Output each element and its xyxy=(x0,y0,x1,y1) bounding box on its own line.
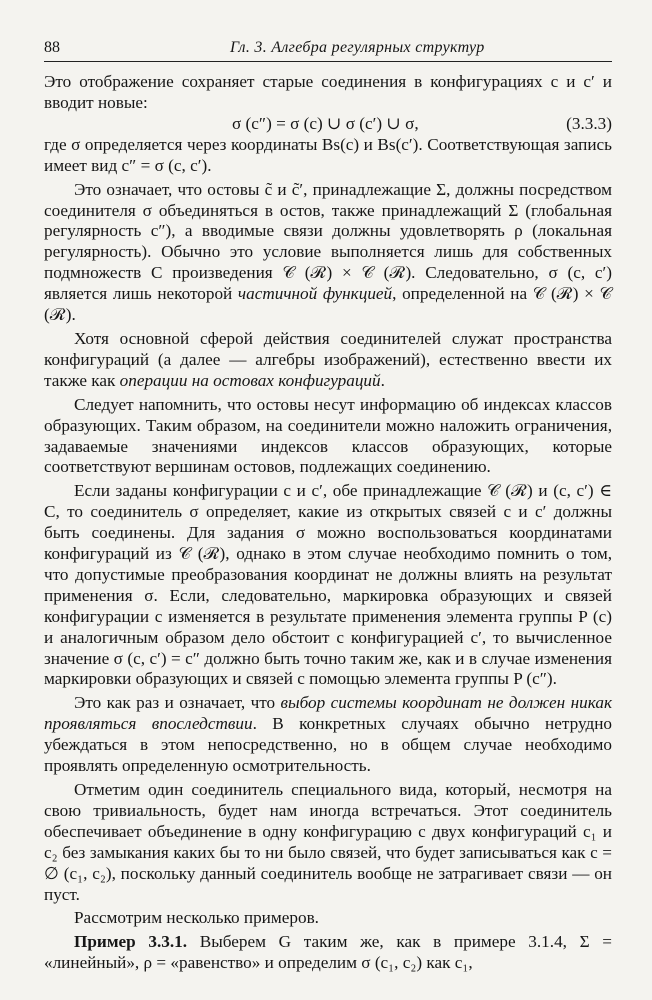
page-body xyxy=(44,72,612,974)
paragraph-5: Если заданы конфигурации c и c′, обе принадлежащие 𝒞 (ℛ) и (c, c′) ∈ C, то соединитель σ определяет, какие из открытых связей c и c′ должны быть соединены. Для задания σ можно воспользоваться координатами конфигураций из 𝒞 (ℛ), однако в этом случае необходимо помнить о том, что допустимые преобразования координат не должны влиять на результат применения σ. Если, следовательно, маркировка образующих и связей конфигурации c изменяется в результате применения элемента группы P (c) и аналогичным образом дело обстоит с конфигурацией c′, то вычисленное значение σ (c, c′) = c″ должно быть точно таким же, как и в случае изменения маркировки образующих и связей с помощью элемента группы P (c″). xyxy=(44,481,612,689)
paragraph-6 xyxy=(44,693,612,777)
p2-end: , определенной на 𝒞 (ℛ) × 𝒞 (ℛ). xyxy=(44,284,612,325)
paragraph-8: Рассмотрим несколько примеров. xyxy=(74,908,319,928)
p3-end: . xyxy=(380,370,385,390)
equation-formula: σ (c″) = σ (c) ∪ σ (c′) ∪ σ, xyxy=(232,113,419,133)
paragraph-9 xyxy=(44,932,612,974)
example-label: Пример 3.3.1. xyxy=(74,932,188,952)
p3-emphasis: операции на остовах конфигураций xyxy=(119,370,381,390)
equation-3-3-3 xyxy=(44,114,612,135)
paragraph-1: Это отображение сохраняет старые соединения в конфигурациях c и c′ и вводит новые: xyxy=(44,72,612,112)
p6-end: . В конкретных случаях обычно нетрудно убеждаться в этом непосредственно, но в общем случае необходимо проявлять определенную осмотрительность. xyxy=(44,714,613,776)
p6-emphasis: выбор системы координат не должен никак проявляться впоследствии xyxy=(44,693,612,734)
running-title: Гл. 3. Алгебра регулярных структур xyxy=(230,39,485,56)
p3-text: Хотя основной сферой действия соединителей служат пространства конфигураций (а далее — алгебры изображений), естественно ввести их также как xyxy=(44,328,612,390)
p2-emphasis: частичной функцией xyxy=(237,284,393,304)
paragraph-2 xyxy=(44,180,612,326)
equation-number: (3.3.3) xyxy=(566,113,612,133)
running-header xyxy=(44,37,612,62)
p9-text: Выберем G таким же, как в примере 3.1.4, Σ = «линейный», ρ = «равенство» и определим σ (c₁, c₂) как c₁, xyxy=(44,932,612,973)
paragraph-4: Следует напомнить, что остовы несут информацию об индексах классов образующих. Таким образом, на соединители можно наложить ограничения, задаваемые значениями индексов классов образующих, которые соответствуют вершинам остовов, подлежащих соединению. xyxy=(44,394,612,477)
p6-text: Это как раз и означает, что xyxy=(74,693,276,713)
paragraph-3 xyxy=(44,329,612,392)
page-number: 88 xyxy=(44,39,60,56)
p2-text: Это означает, что остовы c̃ и c̃′, принадлежащие Σ, должны посредством соединителя σ объединяться в остов, также принадлежащий Σ (глобальная регулярность c″), а вводимые связи должны удовлетворять ρ (локальная регулярность). Обычно это условие выполняется лишь для собственных подмножеств C произведения 𝒞 (ℛ) × 𝒞 (ℛ). Следовательно, σ (c, c′) является лишь некоторой xyxy=(44,179,612,304)
paragraph-1b: где σ определяется через координаты Bs(c) и Bs(c′). Соответствующая запись имеет вид c″ = σ (c, c′). xyxy=(44,134,612,175)
paragraph-7: Отметим один соединитель специального вида, который, несмотря на свою тривиальность, будет нам иногда встречаться. Этот соединитель обеспечивает объединение в одну конфигурацию c двух конфигураций c₁ и c₂ без замыкания каких бы то ни было связей, что будет записываться как c = ∅ (c₁, c₂), поскольку данный соединитель вообще не затрагивает связи — он пуст. xyxy=(44,780,612,904)
